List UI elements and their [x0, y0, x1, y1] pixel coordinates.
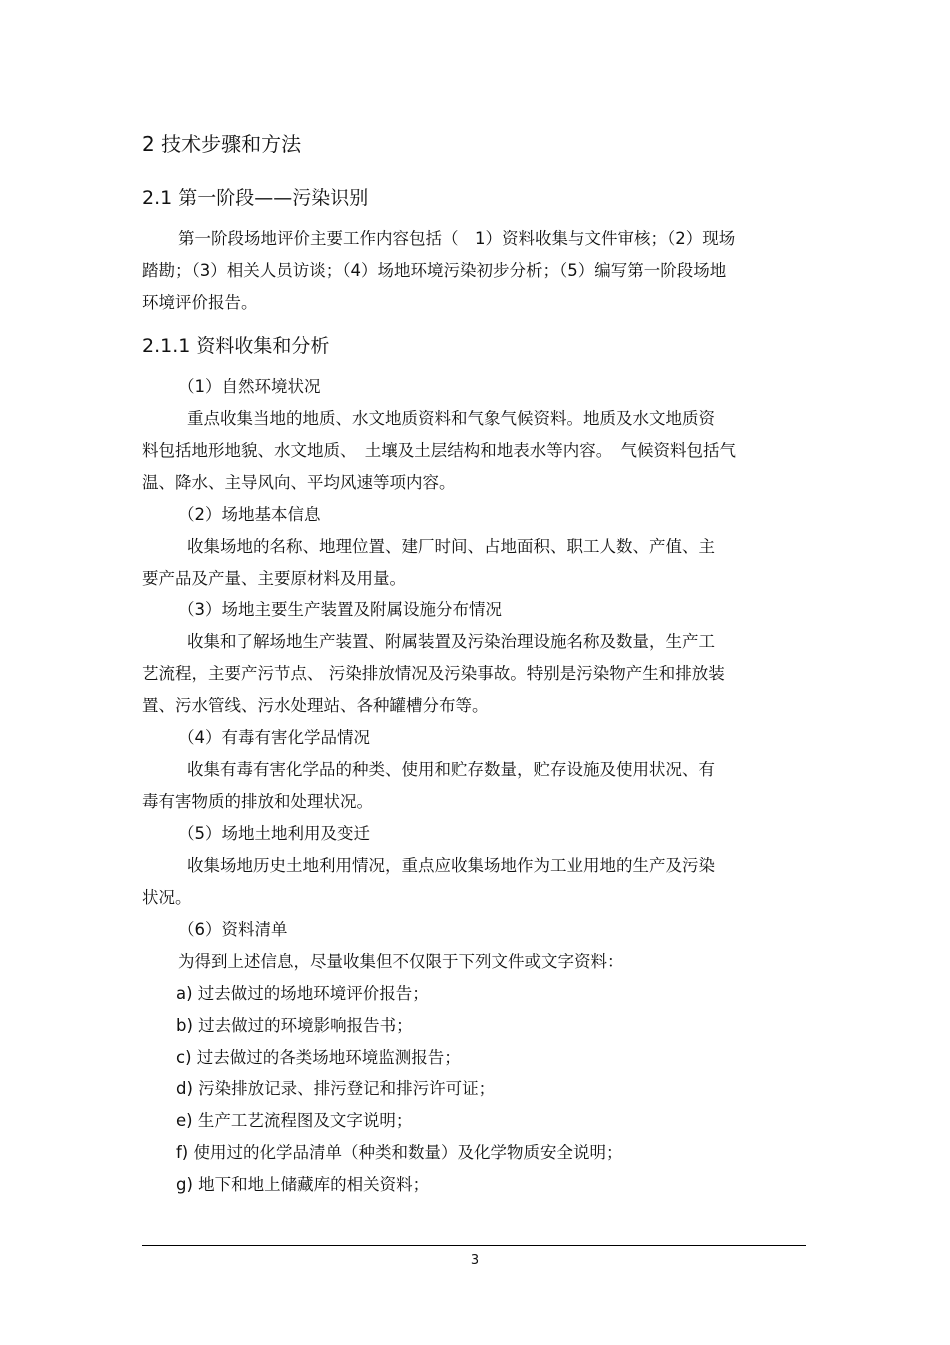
section-4-line-2: 毒有害物质的排放和处理状况。	[142, 792, 373, 811]
section-6-line-1: 为得到上述信息，尽量收集但不仅限于下列文件或文字资料：	[178, 952, 624, 971]
list-item: e) 生产工艺流程图及文字说明；	[176, 1111, 413, 1130]
list-item: f) 使用过的化学品清单（种类和数量）及化学物质安全说明；	[176, 1143, 623, 1162]
section-3-line-2: 艺流程，主要产污节点、 污染排放情况及污染事故。特别是污染物产生和排放装	[142, 664, 725, 683]
section-1-line-3: 温、降水、主导风向、平均风速等项内容。	[142, 473, 456, 492]
section-4-line-1: 收集有毒有害化学品的种类、使用和贮存数量，贮存设施及使用状况、有	[187, 760, 715, 779]
section-1-line-2: 料包括地形地貌、水文地质、 土壤及土层结构和地表水等内容。 气候资料包括气	[142, 441, 736, 460]
section-5-title: （5）场地土地利用及变迁	[178, 824, 370, 843]
intro-line-1: 第一阶段场地评价主要工作内容包括（ 1）资料收集与文件审核；（2）现场	[178, 229, 736, 248]
section-2-title: （2）场地基本信息	[178, 505, 321, 524]
section-6-title: （6）资料清单	[178, 920, 288, 939]
list-item: a) 过去做过的场地环境评价报告；	[176, 984, 429, 1003]
section-2-line-2: 要产品及产量、主要原材料及用量。	[142, 569, 406, 588]
footer-rule	[142, 1245, 806, 1246]
section-3-line-3: 置、污水管线、污水处理站、各种罐槽分布等。	[142, 696, 489, 715]
heading-2: 2 技术步骤和方法	[142, 132, 302, 156]
section-3-title: （3）场地主要生产装置及附属设施分布情况	[178, 600, 502, 619]
list-item: b) 过去做过的环境影响报告书；	[176, 1016, 413, 1035]
section-1-line-1: 重点收集当地的地质、水文地质资料和气象气候资料。地质及水文地质资	[187, 409, 715, 428]
list-item: d) 污染排放记录、排污登记和排污许可证；	[176, 1079, 496, 1098]
section-3-line-1: 收集和了解场地生产装置、附属装置及污染治理设施名称及数量，生产工	[187, 632, 715, 651]
intro-line-3: 环境评价报告。	[142, 293, 258, 312]
list-item: c) 过去做过的各类场地环境监测报告；	[176, 1048, 461, 1067]
intro-line-2: 踏勘；（3）相关人员访谈；（4）场地环境污染初步分析；（5）编写第一阶段场地	[142, 261, 727, 280]
section-5-line-2: 状况。	[142, 888, 192, 907]
page-number: 3	[470, 1253, 480, 1268]
section-4-title: （4）有毒有害化学品情况	[178, 728, 370, 747]
section-1-title: （1）自然环境状况	[178, 377, 321, 396]
list-item: g) 地下和地上储藏库的相关资料；	[176, 1175, 430, 1194]
section-2-line-1: 收集场地的名称、地理位置、建厂时间、占地面积、职工人数、产值、主	[187, 537, 715, 556]
heading-2-1: 2.1 第一阶段——污染识别	[142, 187, 369, 209]
heading-2-1-1: 2.1.1 资料收集和分析	[142, 335, 330, 357]
section-5-line-1: 收集场地历史土地利用情况，重点应收集场地作为工业用地的生产及污染	[187, 856, 715, 875]
